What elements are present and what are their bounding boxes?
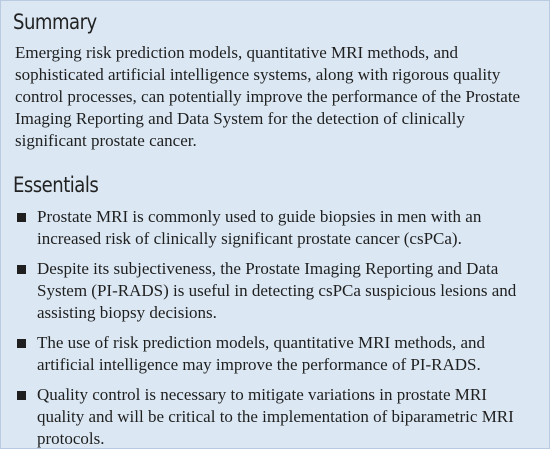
square-bullet-icon	[17, 391, 26, 400]
essentials-item-text: Prostate MRI is commonly used to guide biopsies in men with an increased risk of clinically significant prostate cancer (csPCa).	[37, 207, 482, 248]
essentials-item-text: Despite its subjectiveness, the Prostate Imaging Reporting and Data System (PI-RADS) is useful in detecting csPCa suspicious lesions and assisting biopsy decisions.	[37, 259, 517, 322]
essentials-heading: Essentials	[13, 173, 99, 197]
essentials-item	[13, 384, 533, 450]
essentials-list	[13, 206, 533, 450]
square-bullet-icon	[17, 265, 26, 274]
summary-heading: Summary	[13, 10, 97, 34]
summary-paragraph: Emerging risk prediction models, quantitative MRI methods, and sophisticated artificial intelligence systems, along with rigorous quality control processes, can potentially improve the performance of the Prostate Imaging Reporting and Data System for the detection of clinically significant prostate cancer.	[15, 43, 521, 150]
essentials-item	[13, 332, 533, 376]
essentials-item-text: The use of risk prediction models, quantitative MRI methods, and artificial intelligence may improve the performance of PI-RADS.	[37, 333, 486, 374]
essentials-item	[13, 258, 533, 324]
essentials-item-text: Quality control is necessary to mitigate variations in prostate MRI quality and will be critical to the implementation of biparametric MRI protocols.	[37, 385, 514, 448]
square-bullet-icon	[17, 213, 26, 222]
square-bullet-icon	[17, 339, 26, 348]
essentials-item	[13, 206, 533, 250]
